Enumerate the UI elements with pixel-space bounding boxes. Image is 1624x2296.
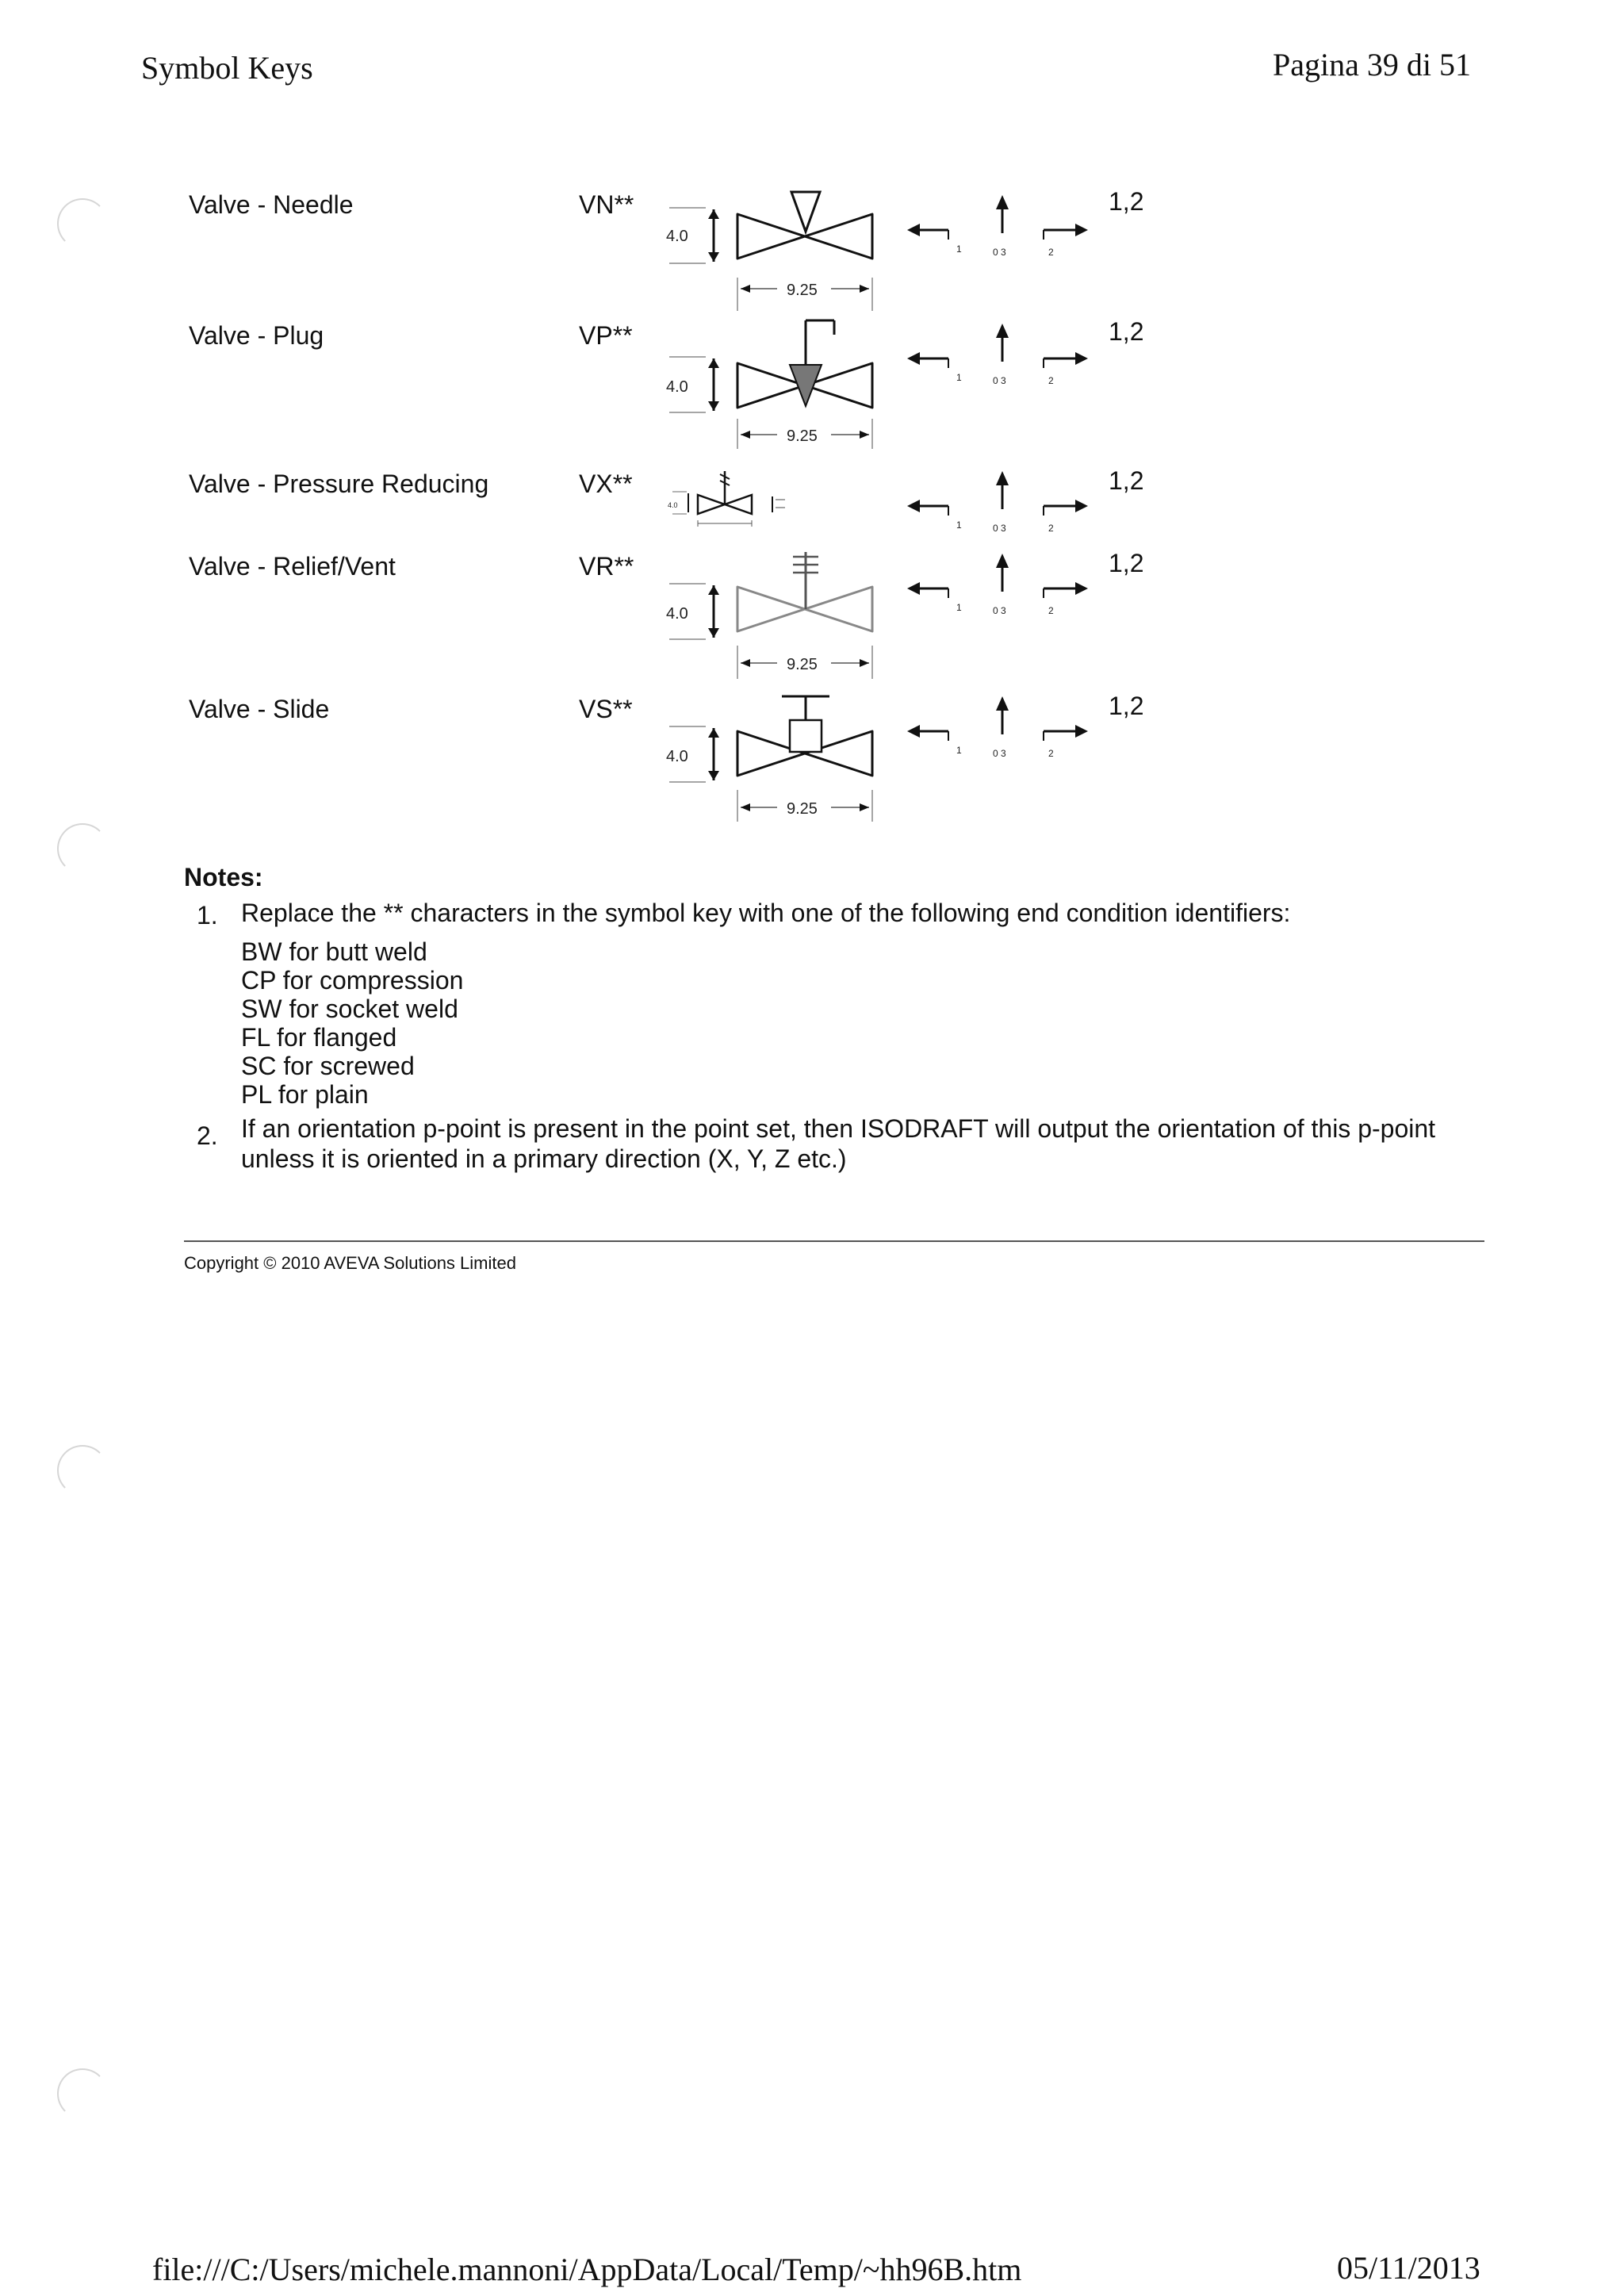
svg-text:9.25: 9.25 <box>787 427 818 445</box>
notes-heading: Notes: <box>184 863 263 891</box>
point-orientation-arrows-icon <box>904 549 1094 628</box>
slide-valve-icon <box>658 688 896 823</box>
svg-text:9.25: 9.25 <box>787 282 818 299</box>
print-file-path: file:///C:/Users/michele.mannoni/AppData/Local/Temp/~hh96B.htm <box>152 2252 1022 2287</box>
symbol-key: VP** <box>579 321 633 350</box>
symbol-name: Valve - Needle <box>189 190 354 219</box>
svg-text:0 3: 0 3 <box>993 375 1006 386</box>
svg-text:4.0: 4.0 <box>666 378 688 396</box>
page-header-title: Symbol Keys <box>141 50 313 86</box>
end-condition-item: CP for compression <box>241 966 464 995</box>
end-condition-item: PL for plain <box>241 1080 369 1109</box>
symbol-end-codes: 1,2 <box>1109 187 1144 216</box>
note-text: Replace the ** characters in the symbol key with one of the following end condition identifiers: <box>241 899 1291 927</box>
punch-hole-mark <box>57 823 108 874</box>
symbol-end-codes: 1,2 <box>1109 549 1144 577</box>
svg-text:1: 1 <box>956 602 962 613</box>
svg-text:2: 2 <box>1048 247 1054 258</box>
end-condition-item: BW for butt weld <box>241 937 427 966</box>
svg-text:1: 1 <box>956 745 962 756</box>
symbol-end-codes: 1,2 <box>1109 466 1144 495</box>
symbol-key: VN** <box>579 190 634 219</box>
svg-text:2: 2 <box>1048 605 1054 616</box>
svg-text:1: 1 <box>956 372 962 383</box>
svg-text:0 3: 0 3 <box>993 748 1006 759</box>
svg-text:1: 1 <box>956 519 962 531</box>
needle-valve-icon <box>658 187 896 314</box>
end-condition-item: SC for screwed <box>241 1052 415 1080</box>
relief-vent-valve-icon <box>658 547 896 682</box>
symbol-key: VR** <box>579 552 634 581</box>
symbol-key: VS** <box>579 695 633 723</box>
svg-text:9.25: 9.25 <box>787 656 818 673</box>
svg-text:4.0: 4.0 <box>668 501 678 509</box>
svg-text:0 3: 0 3 <box>993 605 1006 616</box>
note-text-line: If an orientation p-point is present in the point set, then ISODRAFT will output the orientation of this p-point <box>241 1114 1436 1143</box>
svg-text:2: 2 <box>1048 523 1054 534</box>
print-date: 05/11/2013 <box>1337 2250 1480 2286</box>
symbol-end-codes: 1,2 <box>1109 317 1144 346</box>
svg-text:0 3: 0 3 <box>993 247 1006 258</box>
svg-text:0 3: 0 3 <box>993 523 1006 534</box>
svg-text:9.25: 9.25 <box>787 800 818 818</box>
symbol-name: Valve - Relief/Vent <box>189 552 396 581</box>
end-condition-item: FL for flanged <box>241 1023 397 1052</box>
svg-text:2: 2 <box>1048 375 1054 386</box>
note-text-line: unless it is oriented in a primary direction (X, Y, Z etc.) <box>241 1144 847 1173</box>
symbol-name: Valve - Slide <box>189 695 330 723</box>
symbol-name: Valve - Pressure Reducing <box>189 470 489 498</box>
svg-text:4.0: 4.0 <box>666 228 688 245</box>
punch-hole-mark <box>57 1445 108 1496</box>
end-condition-item: SW for socket weld <box>241 995 458 1023</box>
footer-divider <box>184 1240 1484 1242</box>
punch-hole-mark <box>57 2068 108 2119</box>
svg-text:4.0: 4.0 <box>666 605 688 623</box>
note-number: 2. <box>197 1121 218 1150</box>
symbol-end-codes: 1,2 <box>1109 692 1144 720</box>
plug-valve-icon <box>658 316 896 450</box>
point-orientation-arrows-icon <box>904 466 1094 546</box>
svg-text:2: 2 <box>1048 748 1054 759</box>
point-orientation-arrows-icon <box>904 190 1094 270</box>
pressure-reducing-valve-icon <box>665 465 823 536</box>
page-number: Pagina 39 di 51 <box>1273 47 1471 82</box>
punch-hole-mark <box>57 198 108 249</box>
symbol-key: VX** <box>579 470 633 498</box>
svg-text:4.0: 4.0 <box>666 748 688 765</box>
symbol-name: Valve - Plug <box>189 321 324 350</box>
point-orientation-arrows-icon <box>904 319 1094 398</box>
copyright-notice: Copyright © 2010 AVEVA Solutions Limited <box>184 1253 516 1273</box>
svg-text:1: 1 <box>956 243 962 255</box>
note-number: 1. <box>197 901 218 930</box>
point-orientation-arrows-icon <box>904 692 1094 771</box>
